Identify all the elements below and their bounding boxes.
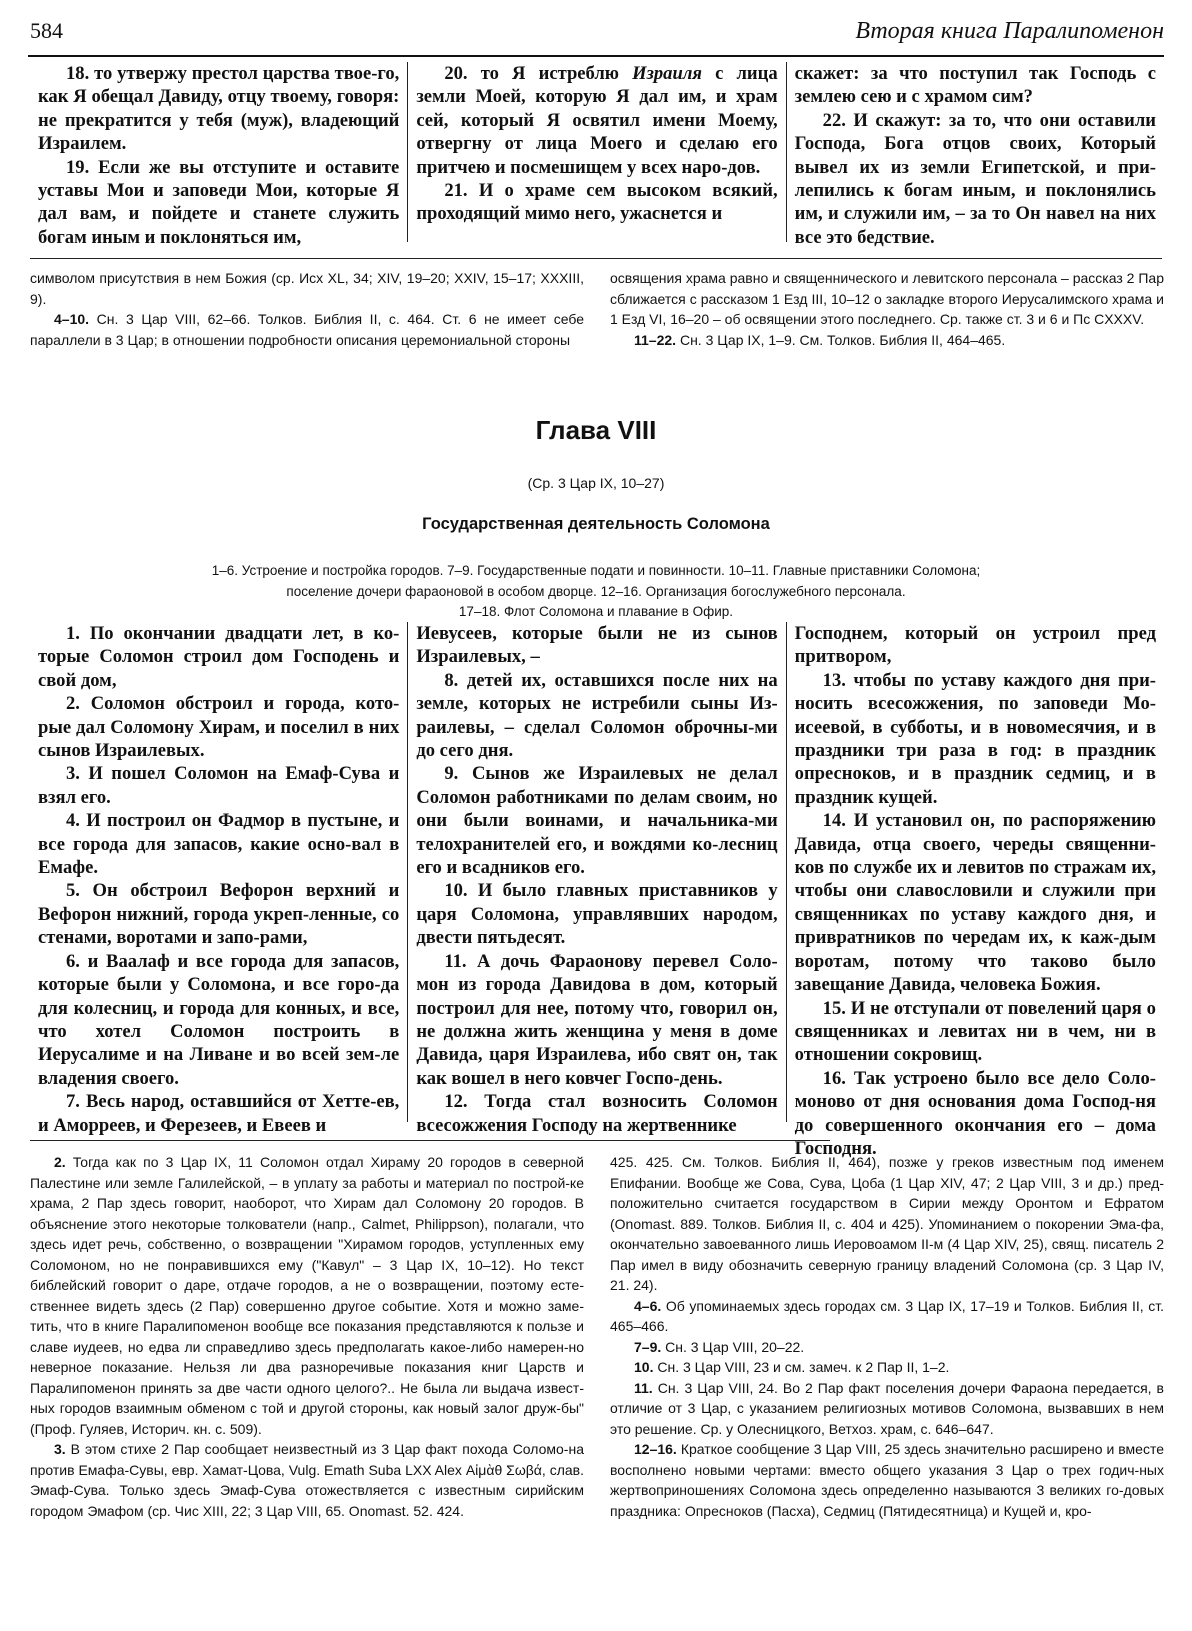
verse-7: 7. Весь народ, оставшийся от Хетте-ев, и Аморреев, и Ферезеев, и Евеев и bbox=[38, 1091, 400, 1136]
verse-12-continued: Господнем, который он устроил пред притвором, bbox=[794, 623, 1156, 668]
top-text-col1 bbox=[30, 62, 407, 248]
main-text-columns bbox=[30, 622, 1164, 1159]
verse-14: 14. И установил он, по распоряжению Давида, отца своего, череды священни-ков по службе их и левитов по стражам их, чтобы они славословили и служили при священниках по уставу каждого дня, и привратников по чередам их, к каж-дым воротам, потому что таково было завещание Давида, человека Божия. bbox=[794, 810, 1156, 996]
verse-21: 21. И о храме сем высоком всякий, проходящий мимо него, ужаснется и bbox=[416, 180, 778, 225]
note-7-9: 7–9. Сн. 3 Цар VIII, 20–22. bbox=[634, 1338, 805, 1355]
note-continued-right: освящения храма равно и священнического и левитского персонала – рассказ 2 Пар сближается с рассказом 1 Езд III, 10–12 о закладке второго Иерусалимского храма и 1 Езд VI, 16–20 – об освящении этого последнего. Ср. также ст. 3 и 6 и Пс CXXXV. bbox=[610, 270, 1164, 327]
chapter-subtitle: Государственная деятельность Соломона bbox=[422, 515, 770, 533]
top-notes-right bbox=[610, 268, 1164, 350]
note-4-10: 4–10. Сн. 3 Цар VIII, 62–66. Толков. Библия II, с. 464. Ст. 6 не имеет себе параллели в 3 Цар; в отношении подробности описания церемониальной стороны bbox=[30, 311, 584, 348]
note-3: 3. В этом стихе 2 Пар сообщает неизвестный из 3 Цар факт похода Соломо-на против Емафа-Сувы, евр. Хамат-Цова, Vulg. Emath Suba LXX Alex Αἰμὰθ Σωβά, слав. Эмаф-Сува. Только здесь Эмаф-Сува отожествляется с известным сирийским городом Эмафом (ср. Чис XIII, 22; 3 Цар VIII, 65. Onomast. 52. 424. bbox=[30, 1441, 584, 1519]
verse-4: 4. И построил он Фадмор в пустыне, и все города для запасов, какие осно-вал в Емафе. bbox=[38, 810, 400, 879]
verse-7-continued: Иевусеев, которые были не из сынов Израилевых, – bbox=[416, 623, 778, 668]
verse-8: 8. детей их, оставшихся после них на земле, которых не истребили сыны Из-раилевы, – сделал Соломон оброчны-ми до сего дня. bbox=[416, 669, 778, 762]
note-3-continued: 425. 425. См. Толков. Библия II, 464), позже у греков известным под именем Епифании. Вообще же Сова, Сува, Цоба (1 Цар XIV, 47; 2 Цар VIII, 3 и др.) пред-положительно считается государством в Сирии между Оронтом и Ефратом (Onomast. 889. Толков. Библия II, с. 404 и 425). Упоминанием о покорении Эма-фа, окончательно завоеванного лишь Иеровоамом II-м (4 Цар XIV, 25), свящ. писатель 2 Пар имел в виду обозначить северную границу владений Соломона (ср. 3 Цар IV, 21. 24). bbox=[610, 1154, 1164, 1293]
top-text-rule bbox=[30, 258, 1162, 259]
bottom-notes bbox=[30, 1152, 1164, 1521]
top-notes bbox=[30, 268, 1164, 350]
main-text-col3 bbox=[786, 622, 1164, 1159]
chapter-reference: (Ср. 3 Цар IX, 10–27) bbox=[527, 475, 665, 491]
verse-13: 13. чтобы по уставу каждого дня при-носить всесожжения, по заповеди Мо-исеевой, в субботы, и в новомесячия, и в праздники три раза в год: в праздник опресноков, и в праздник седмиц, и в праздник кущей. bbox=[794, 669, 1156, 808]
bottom-notes-right bbox=[610, 1152, 1164, 1521]
verse-20: 20. то Я истреблю Израиля с лица земли Моей, которую Я дал им, и храм сей, который Я освятил имени Моему, отвергну от лица Моего и сделаю его притчею и посмешищем у всех наро-дов. bbox=[416, 63, 778, 178]
verse-16: 16. Так устроено было все дело Соло-моново от дня основания дома Господ-ня до совершенного окончания его – дома Господня. bbox=[794, 1067, 1156, 1159]
verse-18: 18. то утвержу престол царства твое-го, как Я обещал Давиду, отцу твоему, говоря: не прекратится у тебя (муж), владеющий Израилем. bbox=[38, 63, 400, 155]
note-11-22: 11–22. Сн. 3 Цар IX, 1–9. См. Толков. Библия II, 464–465. bbox=[634, 331, 1006, 348]
verse-12: 12. Тогда стал возносить Соломон всесожжения Господу на жертвеннике bbox=[416, 1091, 778, 1136]
chapter-summary bbox=[150, 561, 1042, 623]
verse-19: 19. Если же вы отступите и оставите уставы Мои и заповеди Мои, которые Я дал вам, и пойдете и станете служить богам иным и поклоняться им, bbox=[38, 156, 400, 248]
verse-3: 3. И пошел Соломон на Емаф-Сува и взял его. bbox=[38, 763, 400, 808]
verse-22: 22. И скажут: за то, что они оставили Господа, Бога отцов своих, Который вывел их из земли Египетской, и при-лепились к богам иным, и поклонялись им, и служили им, – за то Он навел на них все это бедствие. bbox=[794, 109, 1156, 248]
verse-21-continued: скажет: за что поступил так Господь с землею сею и с храмом сим? bbox=[794, 63, 1156, 108]
top-text-col3 bbox=[786, 62, 1164, 248]
summary-line: поселение дочери фараоновой в особом дворце. 12–16. Организация богослужебного персонала. bbox=[286, 583, 906, 599]
page-number: 584 bbox=[30, 18, 63, 43]
verse-15: 15. И не отступали от повелений царя о священниках и левитах ни в чем, ни в отношении сокровищ. bbox=[794, 997, 1156, 1066]
bottom-notes-left bbox=[30, 1152, 584, 1521]
verse-11: 11. А дочь Фараонову перевел Соло-мон из города Давидова в дом, который построил для нее, потому что, говорил он, не должна жить женщина у меня в доме Давида, царя Израилева, ибо свят он, так как вошел в него ковчег Госпо-день. bbox=[416, 950, 778, 1089]
header-rule bbox=[28, 55, 1164, 57]
note-continued: символом присутствия в нем Божия (ср. Исх XL, 34; XIV, 19–20; XXIV, 15–17; XXXIII, 9). bbox=[30, 270, 584, 307]
top-notes-left bbox=[30, 268, 584, 350]
top-text-columns bbox=[30, 62, 1164, 248]
verse-2: 2. Соломон обстроил и города, кото-рые дал Соломону Хирам, и поселил в них сынов Израилевых. bbox=[38, 693, 400, 762]
summary-line: 17–18. Флот Соломона и плавание в Офир. bbox=[458, 604, 734, 619]
verse-1: 1. По окончании двадцати лет, в ко-торые Соломон строил дом Господень и свой дом, bbox=[38, 623, 400, 691]
note-11: 11. Сн. 3 Цар VIII, 24. Во 2 Пар факт поселения дочери Фараона передается, в отличие от 3 Цар, с указанием религиозных мотивов Соломона, вызвавших в нем это решение. Ср. у Олесницкого, Ветхоз. храм, с. 646–647. bbox=[610, 1379, 1164, 1437]
note-4-6: 4–6. Об упоминаемых здесь городах см. 3 Цар IX, 17–19 и Толков. Библия II, ст. 465–466. bbox=[610, 1297, 1164, 1334]
summary-line: 1–6. Устроение и постройка городов. 7–9. Государственные подати и повинности. 10–11. Главные приставники Соломона; bbox=[211, 563, 981, 578]
verse-5: 5. Он обстроил Вефорон верхний и Вефорон нижний, города укреп-ленные, со стенами, воротами и запо-рами, bbox=[38, 880, 400, 949]
verse-9: 9. Сынов же Израилевых не делал Соломон работниками по делам своим, но они были воинами, и начальника-ми телохранителей его, и вождями ко-лесниц его и всадников его. bbox=[416, 763, 778, 879]
main-text-col2 bbox=[407, 622, 785, 1136]
note-2: 2. Тогда как по 3 Цар IX, 11 Соломон отдал Хираму 20 городов в северной Палестине или земле Галилейской, – в уплату за работы и материал по построй-ке храма, 2 Пар здесь говорит, наоборот, что Хирам дал Соломону 20 городов. В объяснение этого некоторые толкователи (напр., Calmet, Philippson), полагали, что здесь идет речь, собственно, о возвращении "Хирамом городов, уступленных ему Соломоном, но не понравившихся ему ("Кавул" – 3 Цар IX, 10–12). Но текст библейский говорит о даре, отдаче городов, а не о возвращении, поэтому есте-ственнее видеть здесь (2 Пар) совершенно другое событие. Хотя и можно заме-тить, что в книге Паралипоменон вообще все показания представляются к пользе и славе иудеев, но едва ли справедливо здесь предполагать какое-либо намерен-но неверное показание. Нельзя ли два разноречивые показания книг Царств и Паралипоменон принять за две части одного целого?.. Не была ли выдача извест-ных городов взаимным обменом с той и другой стороны, как новый залог друж-бы" (Проф. Гуляев, Историч. кн. с. 509). bbox=[30, 1154, 584, 1437]
top-text-col2 bbox=[407, 62, 785, 242]
verse-10: 10. И было главных приставников у царя Соломона, управлявших народом, двести пятьдесят. bbox=[416, 880, 778, 949]
verse-6: 6. и Ваалаф и все города для запасов, которые были у Соломона, и все горо-да для колесниц, и города для конных, и все, что хотел Соломон построить в Иерусалиме и на Ливане и во всей зем-ле владения своего. bbox=[38, 950, 400, 1089]
main-text-col1 bbox=[30, 622, 407, 1136]
chapter-title: Глава VIII bbox=[535, 415, 657, 445]
note-12-16: 12–16. Краткое сообщение 3 Цар VIII, 25 здесь значительно расширено и вместе восполнено новыми чертами: вместо общего указания 3 Цар о трех годич-ных жертвоприношениях Соломона здесь определенно называются 3 великих го-довых праздника: Опресноков (Пасха), Седмиц (Пятидесятница) и Кущей и, кро- bbox=[610, 1441, 1164, 1519]
running-title: Вторая книга Паралипоменон bbox=[855, 18, 1164, 44]
note-10: 10. Сн. 3 Цар VIII, 23 и см. замеч. к 2 Пар II, 1–2. bbox=[634, 1359, 950, 1375]
footnote-rule bbox=[30, 1140, 830, 1141]
